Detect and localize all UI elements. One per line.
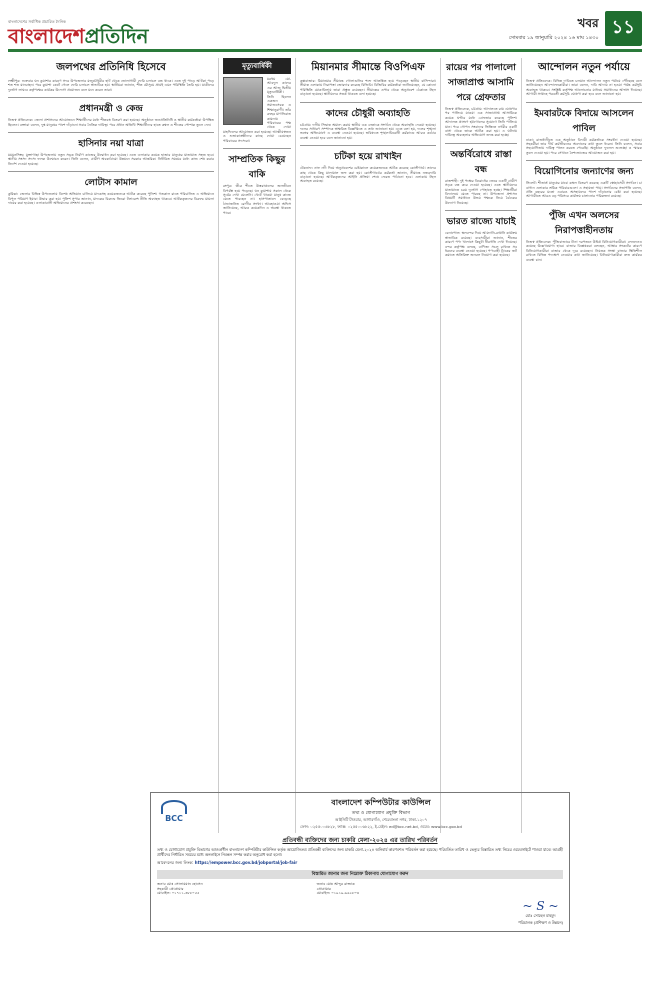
article-body: সিলেট: শীতার্ত মানুষের মাঝে কম্বল বিতরণ করেছে একটি স্বেচ্ছাসেবী সংগঠন। চা বাগান এলাকার শ্রমিক পরিবারগুলো এ সহায়তা পায়। সংগঠনের সভাপতি বলেন, প্রতি বছরের মতো এবারও অসহায়দের পাশে দাঁড়ানোর চেষ্টা করা হয়েছে। আগামীতে আরও বড় পরিসরে কার্যক্রম চালানোর পরিকল্পনা রয়েছে।: [526, 181, 644, 199]
article-headline: ভারত রাজ্যে যাচাই: [446, 217, 516, 228]
article-body: ময়মনসিংহ: মুক্তাগাছা উপজেলায় নতুন সড়ক নির্মাণ কাজের উদ্বোধন করা হয়েছে। এতে এলাকার কয়েক হাজার মানুষের যাতায়াত সহজ হবে। স্থানীয় সংসদ সদস্য ফলক উন্মোচন করেন। তিনি বলেন, গ্রামীণ অবকাঠামো উন্নয়নে সরকার আন্তরিক। নির্ধারিত সময়ের মধ্যে কাজ শেষ করার নির্দেশ দেওয়া হয়েছে।: [8, 153, 216, 166]
column-5: [526, 58, 642, 833]
divider: [300, 145, 436, 146]
ad-signature-block: [518, 899, 563, 927]
columns: [8, 58, 642, 833]
article-headline: হাসিনার নয়া যাত্রা: [78, 139, 144, 150]
column-3: [300, 58, 441, 833]
article-body: নিজস্ব প্রতিবেদক: বিভিন্ন দাবিতে চলমান আন্দোলন নতুন পর্যায়ে পৌঁছেছে বলে জানিয়েছেন আন্দোলনকারীরা। তারা বলেন, দাবি আদায় না হওয়া পর্যন্ত কর্মসূচি অব্যাহত থাকবে। সংশ্লিষ্ট কর্তৃপক্ষ আলোচনার মাধ্যমে সমাধানের আশ্বাস দিয়েছে। আগামী সপ্তাহে পরবর্তী কর্মসূচি ঘোষণা করা হবে বলে জানানো হয়।: [526, 79, 644, 97]
article-headline: ইমবারটকে বিদায়ে আসলেন পাবিল: [534, 108, 634, 134]
ad-notice: বিস্তারিত জানার জন্য নিম্নোক্ত ঠিকানায় যোগাযোগ করুন: [157, 870, 563, 879]
article: [526, 208, 642, 262]
obituary-heading: মৃত্যুবার্ষিকী: [223, 58, 291, 74]
article: [445, 60, 517, 138]
ad-ministry: তথ্য ও যোগাযোগ প্রযুক্তি বিভাগ: [351, 811, 411, 816]
article-headline: মিয়ানমার সীমান্তে বিওপিএফ: [311, 62, 425, 73]
portrait-photo: [223, 77, 263, 125]
article-body: টেকনাফ: নাফ নদী দিয়ে অনুপ্রবেশের চেষ্টাকালে কয়েকজনকে আটক করেছে কোস্টগার্ড। তাদের কাছ থেকে কিছু মালামাল জব্দ করা হয়। কোস্টগার্ডের কর্মকর্তা জানান, সীমান্তে নজরদারি বাড়ানো হয়েছে। আটককৃতদের আইনি প্রক্রিয়া শেষে ফেরত পাঠানো হবে। এলাকায় টহল অব্যাহত রয়েছে।: [300, 166, 438, 184]
article-headline: চটিকা হয়ে রাখাইন: [334, 152, 402, 163]
column-4: [445, 58, 522, 833]
divider: [445, 210, 517, 211]
ad-contact-2: [317, 882, 360, 896]
article: [445, 214, 517, 257]
column-1: [8, 58, 219, 833]
bcc-advertisement: [150, 792, 570, 932]
article-headline: প্রধানমন্ত্রী ও কেন্দ্র: [79, 104, 143, 115]
ad-body: তথ্য ও যোগাযোগ প্রযুক্তি বিভাগের আওতাধীন বাংলাদেশ কম্পিউটার কাউন্সিল কর্তৃক আয়োজিতব্য প্রতিবন্ধী ব্যক্তিদের জন্য চাকরি মেলা-২০২৪ অনিবার্য কারণবশত পরিবর্তন করা হয়েছে। পরিবর্তিত তারিখ ও ভেন্যুর বিস্তারিত তথ্য নিচের ওয়েবসাইটে পাওয়া যাবে। আগ্রহী প্রার্থীদের নির্ধারিত সময়ের মধ্যে অনলাইনে নিবন্ধন সম্পন্ন করার অনুরোধ করা হলো।: [157, 847, 563, 857]
article: [526, 106, 642, 156]
article-headline: কাদের চৌধুরী অব্যাহতি: [325, 108, 411, 119]
article-body: কক্সবাজার: মিয়ানমার সীমান্তে গোলাগুলির শব্দে আতঙ্কিত হয়ে পড়েছেন স্থানীয় বাসিন্দারা। সীমান্ত এলাকায় নিরাপত্তা জোরদার করেছে বিজিবি। বিজিবির কর্মকর্তারা জানিয়েছেন, যে কোনো পরিস্থিতি মোকাবিলায় তারা প্রস্তুত রয়েছেন। সীমান্তের ওপার থেকে অনুপ্রবেশ ঠেকাতে টহল বাড়ানো হয়েছে। স্থানীয়দের সতর্ক থাকতে বলা হয়েছে।: [300, 79, 438, 97]
ad-title: প্রতিবন্ধী ব্যক্তিদের জন্য চাকরি মেলা-২০২৪ এর তারিখ পরিবর্তন: [282, 837, 438, 844]
article-body: মরহুম মো. আবদুল কাদের এর আজ দ্বিতীয় মৃত্যুবার্ষিকী। তিনি ছিলেন একজন সমাজসেবক ও শিক্ষানুরাগী। তাঁর রুহের মাগফিরাত কামনায় পরিবারের পক্ষ থেকে দোয়া মাহফিলের আয়োজন করা হয়েছে। আত্মীয়স্বজন ও শুভাকাঙ্ক্ষীদের কাছে দোয়া চেয়েছেন পরিবারের সদস্যরা।: [223, 77, 293, 143]
article-body: কুমিল্লা: জেলার বিভিন্ন উপজেলায় বিশেষ অভিযান চালিয়ে মাদকসহ কয়েকজনকে আটক করেছে পুলিশ। গতকাল রাতে পরিচালিত এ অভিযানে বিপুল পরিমাণ ইয়াবা উদ্ধার করা হয়। পুলিশ সুপার জানান, মাদকের বিরুদ্ধে জিরো টলারেন্স নীতি অব্যাহত থাকবে। আটককৃতদের বিরুদ্ধে মামলা দায়ের করা হয়েছে। এলাকাবাসী অভিযানের প্রশংসা করেছেন।: [8, 192, 216, 206]
article-headline: রায়ের পর পালালো সাজাপ্রাপ্ত আসামি পরে গ্রেফতার: [446, 63, 516, 103]
logo: [8, 19, 148, 46]
divider: [300, 102, 436, 103]
article: [300, 149, 436, 184]
article-body: চট্টগ্রাম: দলীয় সিদ্ধান্ত অমান্য করায় স্থানীয় এক নেতাকে সংগঠন থেকে অব্যাহতি দেওয়া হয়েছে। দলের সাধারণ সম্পাদক স্বাক্ষরিত বিজ্ঞপ্তিতে এ তথ্য জানানো হয়। এতে বলা হয়, দলের শৃঙ্খলা ভঙ্গের অভিযোগে এ ব্যবস্থা নেওয়া হয়েছে। ভবিষ্যতে শৃঙ্খলাবিরোধী কর্মকাণ্ডে আরও কঠোর ব্যবস্থা নেওয়া হবে বলে জানানো হয়।: [300, 122, 438, 140]
contact-phone: মোবাইল: ০১৯১৯-৬৬২৮০৩: [316, 891, 360, 896]
ad-contact-1: [157, 882, 203, 896]
article: [8, 60, 214, 92]
article: [300, 106, 436, 141]
contact-title: সহকারী প্রোগ্রামার: [157, 886, 184, 891]
article-body: বেনাপোল: স্থলবন্দর দিয়ে আমদানি-রপ্তানি কার্যক্রম স্বাভাবিক রয়েছে। ব্যবসায়ীরা জানান, শীতের কারণে পণ্য খালাসে কিছুটা ধীরগতি দেখা দিয়েছে। বন্দর কর্তৃপক্ষ বলছে, বাণিজ্য সচল রাখতে সব ধরনের ব্যবস্থা নেওয়া হয়েছে। পণ্যবাহী ট্রাকের জট কমাতে অতিরিক্ত জনবল নিয়োগ করা হয়েছে।: [445, 231, 519, 258]
article-body: লক্ষ্মীপুর: শুক্রবার ঘন কুয়াশার কারণে সদর উপজেলার মজুচৌধুরীর হাট থেকে ভোলাগামী ফেরি চলাচল বন্ধ থাকে। এতে দুই পাড়ে আটকা পড়ে শত শত যানবাহন। পরে কুয়াশা কেটে গেলে ফেরি চলাচল স্বাভাবিক হয়। স্থানীয়রা জানান, শীত মৌসুমে প্রায়ই এমন পরিস্থিতি তৈরি হয়। যাত্রীদের দুর্ভোগ লাঘবে কর্তৃপক্ষের কার্যকর উদ্যোগ প্রয়োজন বলে মনে করেন তারা।: [8, 79, 216, 92]
ad-contact: ফোন: ০২৫৫০০৬৮২৮, ফ্যাক্স: ০২৫৫০০৬৮২২, ই-মেইল: ed@bcc.net.bd, ওয়েব: www.bcc.gov.bd: [300, 824, 462, 829]
divider: [526, 102, 642, 103]
masthead: [8, 6, 642, 52]
article-headline: লোটাস কামাল: [84, 178, 138, 189]
divider: [445, 143, 517, 144]
article-headline: অন্তর্বিরোধে রাস্তা বন্ধ: [450, 149, 512, 175]
divider: [8, 171, 214, 172]
contact-title: প্রোগ্রামার: [316, 886, 331, 891]
divider: [223, 148, 291, 149]
divider: [8, 97, 214, 98]
article-headline: আন্দোলন নতুন পর্যায়ে: [538, 62, 630, 73]
article-headline: পুঁজি এখন অলসের নিরাপত্তাহীনতায়: [548, 210, 620, 236]
divider: [526, 204, 642, 205]
article: [445, 147, 517, 205]
signature-icon: ~ S ~: [522, 899, 559, 913]
signature-title: পরিচালক (প্রশিক্ষণ ও উন্নয়ন): [518, 920, 563, 925]
contact-phone: মোবাইল: ০১৭১১-৩৮৮০৫৫: [157, 891, 200, 896]
article-headline: জলপথের প্রতিনিধি হিসেবে: [56, 62, 166, 73]
article-body: ঢাকা: রাজধানীতে এক অনুষ্ঠানে বিদায়ী কর্মকর্তাকে সংবর্ধনা দেওয়া হয়েছে। সহকর্মীরা তার দীর্ঘ কর্মজীবনের অবদানের কথা তুলে ধরেন। তিনি বলেন, সবার সহযোগিতায় দায়িত্ব পালন করতে পেরেছি। অনুষ্ঠানে ফুলেল শুভেচ্ছা ও স্মারক তুলে দেওয়া হয়। পরে সেখানে নৈশভোজের আয়োজন করা হয়।: [526, 137, 644, 155]
article-body: রংপুর: তীব্র শীতে উত্তরাঞ্চলের জনজীবন বিপর্যস্ত হয়ে পড়েছে। ঘন কুয়াশায় সকাল থেকে সূর্যের দেখা মেলেনি। খেটে খাওয়া মানুষ কাজে যেতে পারছেন না। হাসপাতালে বেড়েছে ঠান্ডাজনিত রোগীর সংখ্যা। আবহাওয়া অফিস জানিয়েছে, আরও কয়েকদিন এ অবস্থা থাকতে পারে।: [223, 184, 293, 215]
date-line: সোমবার ১৯ জানুয়ারি ২০২৪ ১৬ মাঘ ১৪৩০: [508, 34, 599, 41]
article: [8, 136, 214, 166]
section-name: খবর: [577, 15, 599, 30]
ad-organization: বাংলাদেশ কম্পিউটার কাউন্সিল: [331, 798, 431, 807]
article: [8, 175, 214, 205]
divider: [526, 160, 642, 161]
divider: [8, 132, 214, 133]
bcc-logo-text: BCC: [165, 813, 183, 823]
ad-address: আইসিটি টাওয়ার, আগারগাঁও, শেরেবাংলা নগর, ঢাকা-১২০৭: [335, 817, 427, 822]
article-body: নিজস্ব প্রতিবেদক: জেলা প্রশাসনের আয়োজনে শিক্ষার্থীদের মধ্যে শীতবস্ত্র বিতরণ করা হয়েছে। অনুষ্ঠানে জনপ্রতিনিধি ও স্থানীয় কর্মকর্তারা উপস্থিত ছিলেন। বক্তারা বলেন, দুস্থ মানুষের পাশে দাঁড়ানো সবার নৈতিক দায়িত্ব। পরে প্রধান অতিথি শিক্ষার্থীদের হাতে কম্বল ও শীতের পোশাক তুলে দেন।: [8, 118, 216, 127]
article-headline: বিয়োগিনোর জন্যাণের জন্য: [534, 167, 634, 178]
article: [300, 60, 436, 97]
bcc-logo-icon: [157, 797, 191, 825]
article: [526, 164, 642, 199]
contact-name: জনাব মোঃ সোলায়মান হোসেন: [157, 882, 203, 887]
obituary: [223, 58, 291, 143]
tagline: বাংলাদেশের সর্বাধিক প্রচারিত দৈনিক: [8, 19, 66, 24]
column-2: [223, 58, 296, 833]
ad-url-label: আবেদনের জন্য লিংক:: [157, 860, 194, 866]
article-body: নিজস্ব প্রতিবেদক: পুঁজিবাজারে টানা দরপতনে উদ্বিগ্ন বিনিয়োগকারীরা। লেনদেনও কমেছে উল্লেখযোগ্য হারে। বাজার বিশ্লেষকরা বলছেন, আস্থার সংকটের কারণে বিনিয়োগকারীরা বাজার থেকে দূরে রয়েছেন। নিয়ন্ত্রক সংস্থা বাজার স্থিতিশীল রাখতে বিভিন্ন পদক্ষেপ নেওয়ার কথা জানিয়েছে। বিনিয়োগকারীরা দ্রুত কার্যকর ব্যবস্থা চান।: [526, 239, 644, 262]
signature-name: মোঃ সোহেল মাহমুদ: [525, 913, 556, 918]
article-headline: সাম্প্রতিক কিছুর বাকি: [228, 155, 286, 181]
article-body: নিজস্ব প্রতিবেদক, চট্টগ্রাম: আদালতে রায় ঘোষণার পর পালিয়ে যাওয়া এক সাজাপ্রাপ্ত আসামিকে কয়েক ঘণ্টার মধ্যে গ্রেফতার করেছে পুলিশ। আদালত প্রাঙ্গণে হট্টগোলের সুযোগে তিনি পালিয়ে যান। পরে গোপন সংবাদের ভিত্তিতে নগরীর একটি বাসা থেকে তাকে আটক করা হয়। এ ঘটনায় দায়িত্বে অবহেলার অভিযোগ তদন্ত করা হচ্ছে।: [445, 107, 519, 138]
article-body: রাজশাহী: দুই পক্ষের বিরোধের জেরে একটি গ্রামীণ সড়ক বন্ধ করে দেওয়া হয়েছে। এতে স্থানীয়দের যাতায়াতে চরম দুর্ভোগ পোহাতে হচ্ছে। শিক্ষার্থীরা বিদ্যালয়ে যেতে পারছে না। উপজেলা প্রশাসন বিষয়টি সমাধানে উভয় পক্ষকে নিয়ে বৈঠকের উদ্যোগ নিয়েছে।: [445, 178, 519, 205]
article: [526, 60, 642, 97]
logo-part-2: প্রতিদিন: [84, 24, 149, 48]
ad-url-link[interactable]: https://empower.bcc.gov.bd/jobportal/job-fair: [194, 860, 298, 866]
contact-name: জনাব মোঃ আব্দুর রাজ্জাক: [316, 882, 355, 887]
article: [223, 152, 291, 215]
article: [8, 101, 214, 127]
page-number: ১১: [605, 11, 642, 46]
logo-part-1: বাংলাদেশ: [8, 24, 85, 48]
